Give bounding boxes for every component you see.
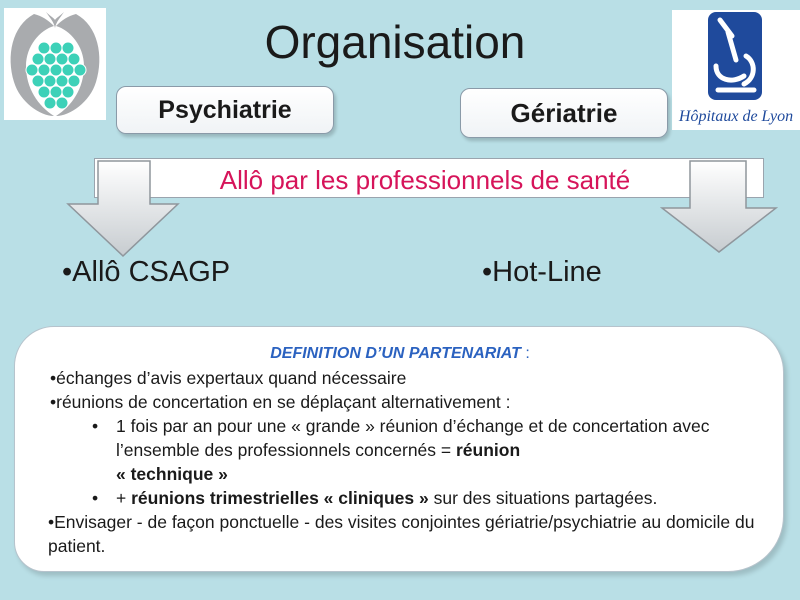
definition-title [30, 342, 770, 366]
subitem-annual-bold-2: « technique » [116, 464, 228, 484]
definition-title-text: DEFINITION D’UN PARTENARIAT [270, 345, 521, 362]
definition-title-colon: : [520, 345, 530, 362]
definition-item-exchanges: •échanges d’avis expertaux quand nécessaire [50, 368, 407, 388]
psychiatrie-button[interactable]: Psychiatrie [116, 86, 334, 134]
sub-bullet: • [92, 488, 99, 508]
definition-content [50, 342, 770, 558]
definition-item-meetings: •réunions de concertation en se déplaçant alternativement : [50, 392, 511, 412]
definition-subitem-quarterly [92, 486, 770, 510]
left-logo [4, 8, 106, 120]
logo-caption: Hôpitaux de Lyon [678, 108, 794, 125]
sub-bullet: • [92, 416, 99, 436]
geriatrie-button[interactable]: Gériatrie [460, 88, 668, 138]
subitem-annual-text: 1 fois par an pour une « grande » réunion d’échange et de concertation avec l’ensemble des professionnels concernés = [116, 416, 710, 460]
bullet-hot-line: •Hot-Line [482, 256, 602, 288]
definition-item-visits: •Envisager - de façon ponctuelle - des visites conjointes gériatrie/psychiatrie au domicile du patient. [48, 512, 755, 556]
page-title: Organisation [264, 16, 526, 68]
subitem-quarterly-plus: + [116, 488, 132, 508]
bullet-allo-csagp: •Allô CSAGP [62, 256, 231, 288]
definition-subitem-annual [92, 414, 770, 486]
subitem-annual-bold-1: réunion [456, 440, 521, 460]
cluster-flower-logo-icon [4, 8, 106, 120]
microscope-logo-icon [672, 10, 800, 106]
right-logo [672, 10, 800, 130]
subitem-quarterly-bold: réunions trimestrielles « cliniques » [131, 488, 429, 508]
banner-text: Allô par les professionnels de santé [219, 165, 631, 195]
subitem-quarterly-rest: sur des situations partagées. [428, 488, 658, 508]
